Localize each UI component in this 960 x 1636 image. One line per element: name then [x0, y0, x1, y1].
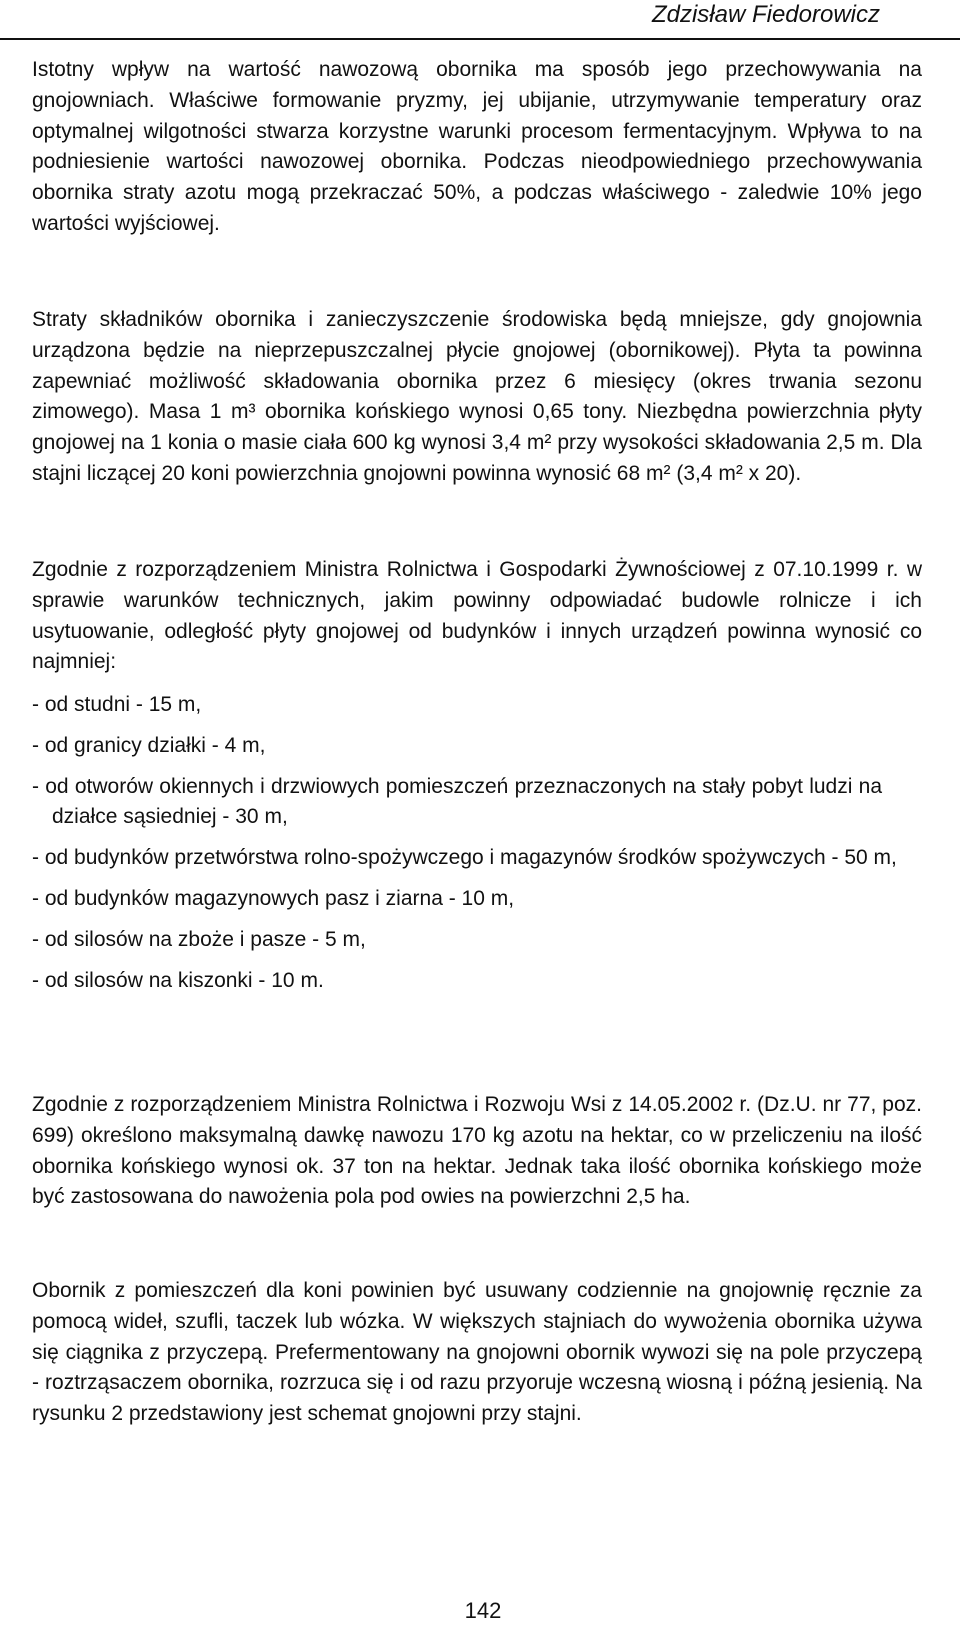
- list-item: - od studni - 15 m,: [32, 693, 202, 716]
- distance-list: [32, 690, 922, 996]
- list-item: - od silosów na zboże i pasze - 5 m,: [32, 927, 366, 951]
- header-author: Zdzisław Fiedorowicz: [651, 1, 880, 28]
- paragraph-manure-removal: Obornik z pomieszczeń dla koni powinien być usuwany codziennie na gnojownię ręcznie za pomocą wideł, szufli, taczek lub wózka. W większych stajniach do wywożenia obornika używa się ciągnika z przyczepą. Prefermentowany na gnojowni obornik wywozi się na pole przyczepą - roztrząsaczem obornika, rozrzuca się i od razu przyoruje wczesną wiosną i późną jesienią. Na rysunku 2 przedstawiony jest schemat gnojowni przy stajni.: [32, 1279, 922, 1426]
- body-block-2: [32, 305, 922, 490]
- distance-list-block: [32, 690, 922, 996]
- paragraph-manure-plate-text: Straty składników obornika i zanieczyszczenie środowiska będą mniejsze, gdy gnojownia urządzona będzie na nieprzepuszczalnej płycie gnojowej (obornikowej). Płyta ta powinna zapewniać możliwość składowania obornika przez 6 miesięcy (okres trwania sezonu zimowego). Masa 1 m³ obornika końskiego wynosi 0,65 tony. Niezbędna powierzchnia płyty gnojowej na 1 konia o masie ciała 600 kg wynosi 3,4 m² przy wysokości składowania 2,5 m. Dla stajni liczącej 20 koni powierzchnia gnojowni powinna wynosić 68 m² (3,4 m² x 20).: [32, 308, 922, 485]
- page-footer: [0, 1596, 960, 1626]
- body-block-3: [32, 555, 922, 678]
- paragraph-manure-plate: [32, 305, 922, 490]
- running-header: [0, 0, 960, 40]
- body-block-5: [32, 1276, 922, 1430]
- paragraph-regulation-2002: Zgodnie z rozporządzeniem Ministra Rolnictwa i Rozwoju Wsi z 14.05.2002 r. (Dz.U. nr 77, poz. 699) określono maksymalną dawkę nawozu 170 kg azotu na hektar, co w przeliczeniu na ilość obornika końskiego wynosi ok. 37 ton na hektar. Jednak taka ilość obornika końskiego może być zastosowana do nawożenia pola pod owies na powierzchni 2,5 ha.: [32, 1093, 922, 1209]
- body-block-1: [32, 55, 922, 240]
- list-item: - od granicy działki - 4 m,: [32, 733, 266, 757]
- page-number: 142: [464, 1598, 502, 1623]
- list-item: - od otworów okiennych i drzwiowych pomieszczeń przeznaczonych na stały pobyt ludzi na działce sąsiedniej - 30 m,: [32, 774, 882, 829]
- list-item: - od budynków magazynowych pasz i ziarna - 10 m,: [32, 886, 515, 910]
- list-item: - od budynków przetwórstwa rolno-spożywczego i magazynów środków spożywczych - 50 m,: [32, 846, 897, 870]
- body-block-4: [32, 1090, 922, 1213]
- list-item: - od silosów na kiszonki - 10 m.: [32, 968, 324, 992]
- paragraph-regulation-1999: Zgodnie z rozporządzeniem Ministra Rolnictwa i Gospodarki Żywnościowej z 07.10.1999 r. w sprawie warunków technicznych, jakim powinny odpowiadać budowle rolnicze i ich usytuowanie, odległość płyty gnojowej od budynków i innych urządzeń powinna wynosić co najmniej:: [32, 558, 922, 674]
- paragraph-storage-value: Istotny wpływ na wartość nawozową obornika ma sposób jego przechowywania na gnojowniach. Właściwe formowanie pryzmy, jej ubijanie, utrzymywanie temperatury oraz optymalnej wilgotności stwarza korzystne warunki procesom fermentacyjnym. Wpływa to na podniesienie wartości nawozowej obornika. Podczas nieodpowiedniego przechowywania obornika straty azotu mogą przekraczać 50%, a podczas właściwego - zaledwie 10% jego wartości wyjściowej.: [32, 58, 922, 235]
